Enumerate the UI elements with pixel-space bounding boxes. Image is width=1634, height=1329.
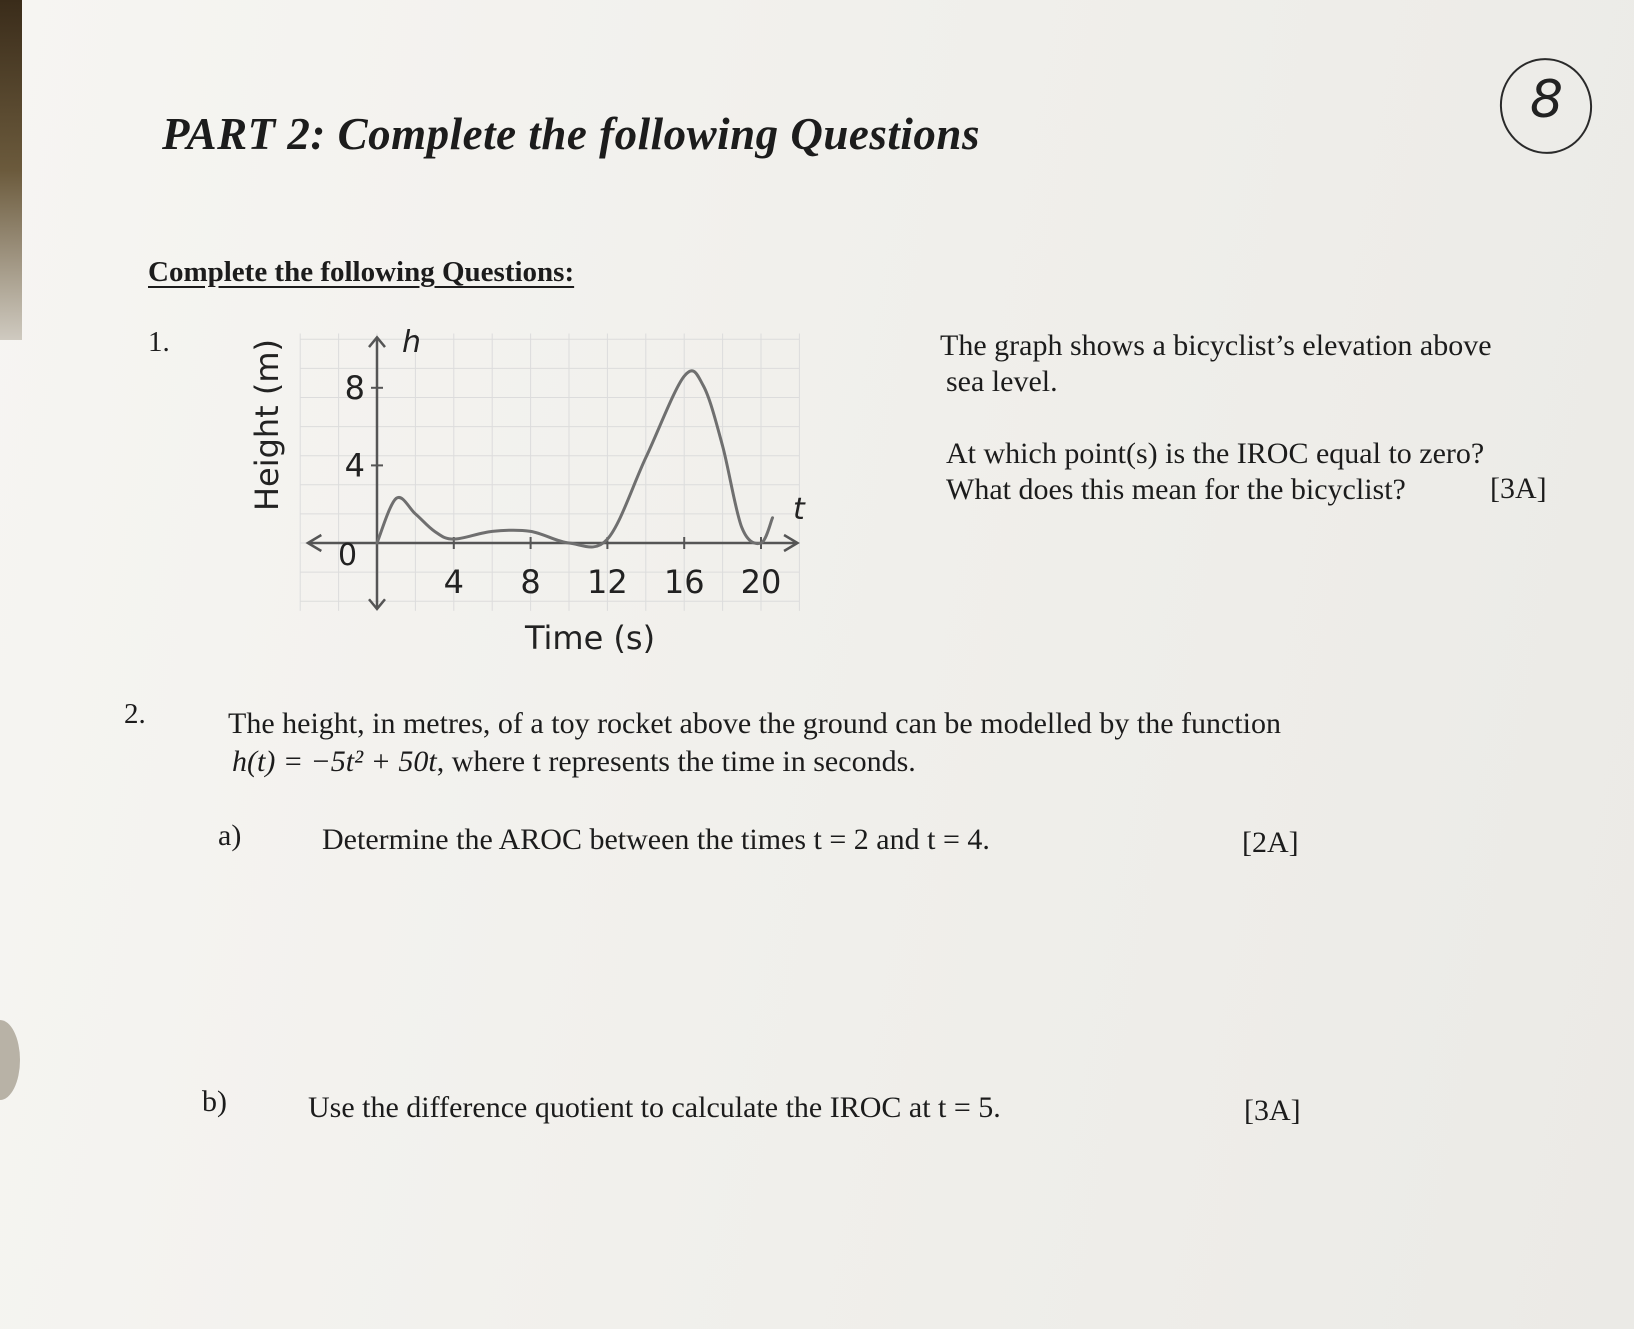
- question-1-prompt-line-1: At which point(s) is the IROC equal to zero?: [946, 437, 1485, 470]
- graph-axes: [308, 337, 798, 609]
- question-2-text-line-1: The height, in metres, of a toy rocket above the ground can be modelled by the function: [228, 707, 1282, 740]
- question-2-text-line-2-rest: , where t represents the time in seconds.: [436, 745, 916, 778]
- x-tick-label: 12: [587, 563, 628, 601]
- part-a-marks: [2A]: [1242, 826, 1299, 859]
- question-1-number: 1.: [148, 326, 170, 358]
- part-b-marks: [3A]: [1244, 1094, 1301, 1127]
- x-axis-variable: t: [793, 492, 805, 527]
- part-b-label: b): [202, 1085, 227, 1118]
- handwritten-score: 8: [1530, 70, 1564, 130]
- page-corner-shadow: [0, 0, 22, 340]
- part-a-text: Determine the AROC between the times t = 2 and t = 4.: [322, 823, 990, 856]
- question-1-text-line-1: The graph shows a bicyclist’s elevation above: [940, 329, 1492, 362]
- x-tick-label: 16: [663, 563, 705, 601]
- y-axis-variable: h: [402, 325, 422, 360]
- y-tick-label: 4: [344, 446, 365, 485]
- x-tick-label: 20: [740, 563, 782, 601]
- question-2-number: 2.: [124, 698, 146, 730]
- question-1-marks: [3A]: [1490, 472, 1547, 505]
- origin-label: 0: [338, 538, 358, 573]
- x-tick-label: 8: [520, 563, 541, 601]
- graph-grid: [300, 333, 799, 610]
- x-axis-label: Time (s): [524, 619, 656, 657]
- question-1-prompt-line-2: What does this mean for the bicyclist?: [946, 473, 1406, 506]
- elevation-graph: [240, 322, 840, 692]
- x-tick-label: 4: [443, 563, 464, 601]
- question-1-text-line-2: sea level.: [946, 365, 1058, 398]
- part-a-label: a): [218, 819, 242, 852]
- rocket-height-function: h(t) = −5t² + 50t: [232, 745, 437, 778]
- part-b-text: Use the difference quotient to calculate the IROC at t = 5.: [308, 1091, 1001, 1124]
- y-tick-label: 8: [344, 368, 365, 407]
- section-heading: Complete the following Questions:: [148, 256, 575, 288]
- question-2-text-line-2: [232, 744, 916, 780]
- page-title: PART 2: Complete the following Questions: [162, 109, 980, 159]
- y-axis-label: Height (m): [248, 338, 286, 512]
